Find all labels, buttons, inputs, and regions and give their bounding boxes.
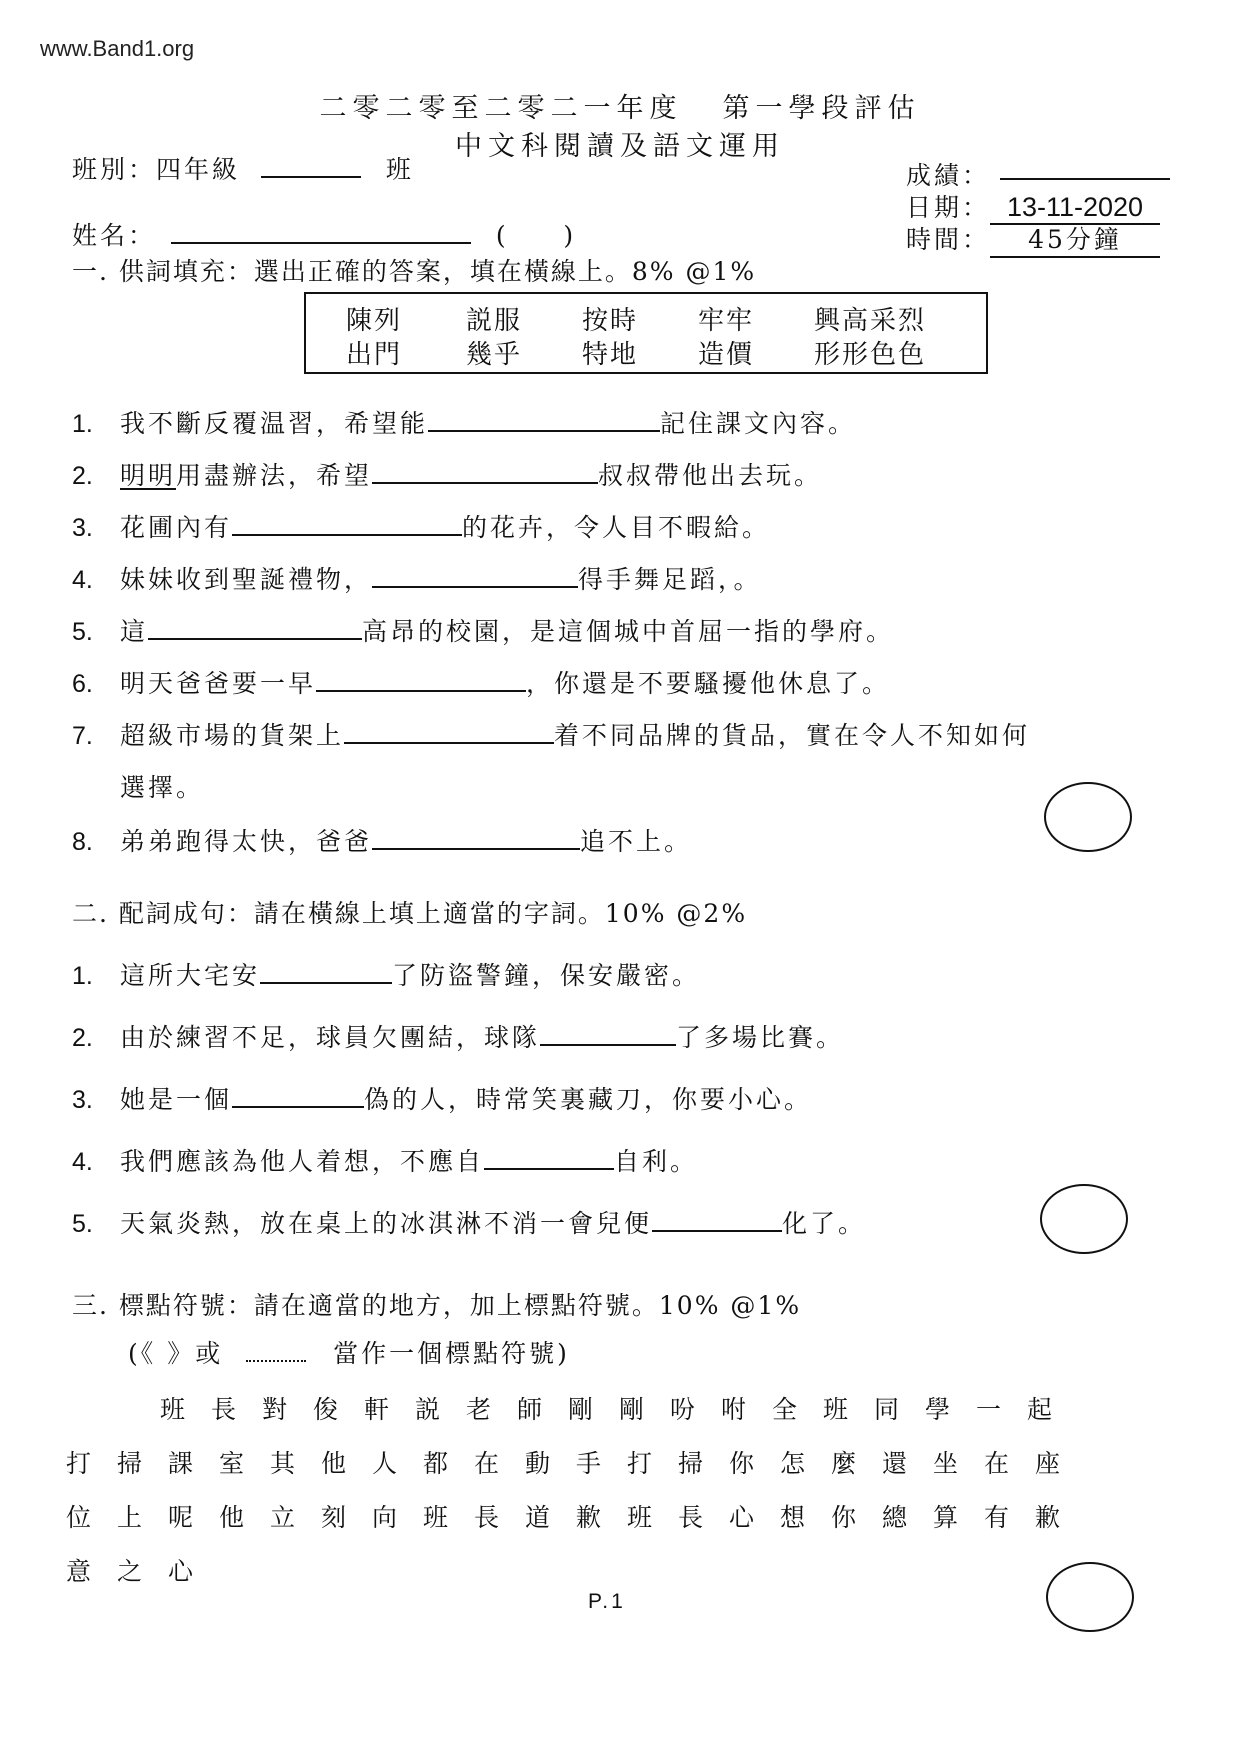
question-text: 着不同品牌的貨品，實在令人不知如何 <box>554 721 1031 750</box>
date-value: 13-11-2020 <box>990 192 1160 225</box>
section3-heading: 三. 標點符號：請在適當的地方，加上標點符號。10% @1% <box>72 1291 802 1320</box>
exam-title <box>0 86 1240 125</box>
s1-question <box>72 664 890 700</box>
word-bank-item: 造價 <box>698 340 755 370</box>
passage-line[interactable]: 打掃課室其他人都在動手打掃你怎麼還坐在座 <box>66 1449 1087 1478</box>
word-bank-item: 按時 <box>582 306 639 336</box>
score-label: 成績： <box>906 161 991 190</box>
question-text: 花圃內有 <box>120 513 233 542</box>
exam-subtitle: 中文科閱讀及語文運用 <box>455 131 785 162</box>
answer-blank[interactable] <box>372 564 578 588</box>
question-text: 偽的人，時常笑裏藏刀，你要小心。 <box>364 1085 813 1114</box>
question-number: 5. <box>72 1210 93 1238</box>
class-field <box>72 150 414 186</box>
answer-blank[interactable] <box>428 408 660 432</box>
time-label: 時間： <box>906 225 991 254</box>
question-text: 得手舞足蹈，。 <box>578 565 762 594</box>
score-circle <box>1046 1562 1134 1632</box>
question-number: 3. <box>72 1086 93 1114</box>
question-text: 她是一個 <box>120 1085 233 1114</box>
proper-name: 明明 <box>120 461 177 490</box>
s1-question <box>72 716 1030 752</box>
question-number: 1. <box>72 962 93 990</box>
question-text: 弟弟跑得太快，爸爸 <box>120 827 373 856</box>
score-circle <box>1044 782 1132 852</box>
word-bank <box>304 292 988 374</box>
class-label: 班別：四年級 <box>72 155 241 184</box>
word-bank-item: 出門 <box>346 340 403 370</box>
section3-note <box>128 1334 570 1370</box>
question-number: 7. <box>72 722 93 750</box>
name-field <box>72 216 576 252</box>
page-number: P.1 <box>588 1590 626 1613</box>
class-suffix: 班 <box>385 155 414 184</box>
question-text: 這 <box>120 617 149 646</box>
s1-question-continued: 選擇。 <box>120 773 205 802</box>
question-text: 妹妹收到聖誕禮物， <box>120 565 373 594</box>
word-bank-item: 陳列 <box>346 306 403 336</box>
question-text: 了多場比賽。 <box>676 1023 845 1052</box>
question-text: 天氣炎熱，放在桌上的冰淇淋不消一會兒便 <box>120 1209 653 1238</box>
passage-line[interactable]: 班長對俊軒説老師剛剛吩咐全班同學一起 <box>160 1395 1079 1424</box>
s1-question <box>72 404 856 440</box>
note-suffix: 當作一個標點符號) <box>333 1339 570 1368</box>
s2-question <box>72 1018 844 1054</box>
question-text: 的花卉，令人目不暇給。 <box>462 513 771 542</box>
question-text: 我們應該為他人着想，不應自 <box>120 1147 485 1176</box>
name-label: 姓名： <box>72 221 157 250</box>
name-blank[interactable] <box>171 220 471 244</box>
question-text: 高昂的校園，是這個城中首屈一指的學府。 <box>362 617 895 646</box>
s1-question <box>72 560 762 596</box>
s1-question <box>72 822 692 858</box>
question-number: 2. <box>72 462 93 490</box>
question-number: 4. <box>72 566 93 594</box>
question-text: 我不斷反覆温習，希望能 <box>120 409 429 438</box>
answer-blank[interactable] <box>372 826 580 850</box>
section2-heading: 二. 配詞成句：請在橫線上填上適當的字詞。10% @2% <box>72 899 748 928</box>
question-text: 用盡辦法，希望 <box>176 461 373 490</box>
wavy-underline-sample <box>246 1342 306 1362</box>
question-text: 超級市場的貨架上 <box>120 721 345 750</box>
question-number: 6. <box>72 670 93 698</box>
question-text: 由於練習不足，球員欠團結，球隊 <box>120 1023 541 1052</box>
word-bank-item: 幾乎 <box>466 340 523 370</box>
answer-blank[interactable] <box>344 720 554 744</box>
answer-blank[interactable] <box>232 1084 364 1108</box>
word-bank-item: 牢牢 <box>698 306 755 336</box>
section1-heading: 一. 供詞填充：選出正確的答案，填在橫線上。8% @1% <box>72 257 757 286</box>
time-field <box>906 220 1160 258</box>
question-number: 2. <box>72 1024 93 1052</box>
question-text: 這所大宅安 <box>120 961 261 990</box>
question-text: ，你還是不要騷擾他休息了。 <box>526 669 891 698</box>
s1-question <box>72 456 822 492</box>
class-number-paren: ( ) <box>495 221 577 250</box>
answer-blank[interactable] <box>652 1208 782 1232</box>
answer-blank[interactable] <box>372 460 598 484</box>
s1-question <box>72 508 770 544</box>
question-number: 5. <box>72 618 93 646</box>
answer-blank[interactable] <box>484 1146 614 1170</box>
s2-question <box>72 1080 812 1116</box>
exam-title-term: 第一學段評估 <box>722 93 921 124</box>
answer-blank[interactable] <box>148 616 362 640</box>
word-bank-item: 特地 <box>582 340 639 370</box>
watermark: www.Band1.org <box>40 36 195 61</box>
word-bank-item: 興高采烈 <box>814 306 927 336</box>
s2-question <box>72 956 700 992</box>
answer-blank[interactable] <box>260 960 392 984</box>
s1-question <box>72 612 894 648</box>
note-prefix: (《 》或 <box>128 1339 224 1368</box>
question-text: 記住課文內容。 <box>660 409 857 438</box>
question-number: 1. <box>72 410 93 438</box>
answer-blank[interactable] <box>540 1022 676 1046</box>
answer-blank[interactable] <box>232 512 462 536</box>
passage-line[interactable]: 意之心 <box>66 1557 220 1586</box>
question-text: 明天爸爸要一早 <box>120 669 317 698</box>
passage-line[interactable]: 位上呢他立刻向班長道歉班長心想你總算有歉 <box>66 1503 1087 1532</box>
question-number: 3. <box>72 514 93 542</box>
s2-question <box>72 1142 698 1178</box>
score-circle <box>1040 1184 1128 1254</box>
time-value: 45分鐘 <box>990 220 1160 258</box>
word-bank-item: 説服 <box>466 306 523 336</box>
question-number: 4. <box>72 1148 93 1176</box>
question-text: 了防盜警鐘，保安嚴密。 <box>392 961 701 990</box>
question-text: 化了。 <box>782 1209 867 1238</box>
word-bank-item: 形形色色 <box>814 340 927 370</box>
date-label: 日期： <box>906 193 991 222</box>
question-text: 叔叔帶他出去玩。 <box>598 461 823 490</box>
score-blank[interactable] <box>1000 178 1170 180</box>
answer-blank[interactable] <box>316 668 526 692</box>
exam-title-year: 二零二零至二零二一年度 <box>319 93 683 124</box>
question-number: 8. <box>72 828 93 856</box>
question-text: 自利。 <box>614 1147 699 1176</box>
question-text: 追不上。 <box>580 827 693 856</box>
class-blank[interactable] <box>261 154 361 178</box>
s2-question <box>72 1204 866 1240</box>
